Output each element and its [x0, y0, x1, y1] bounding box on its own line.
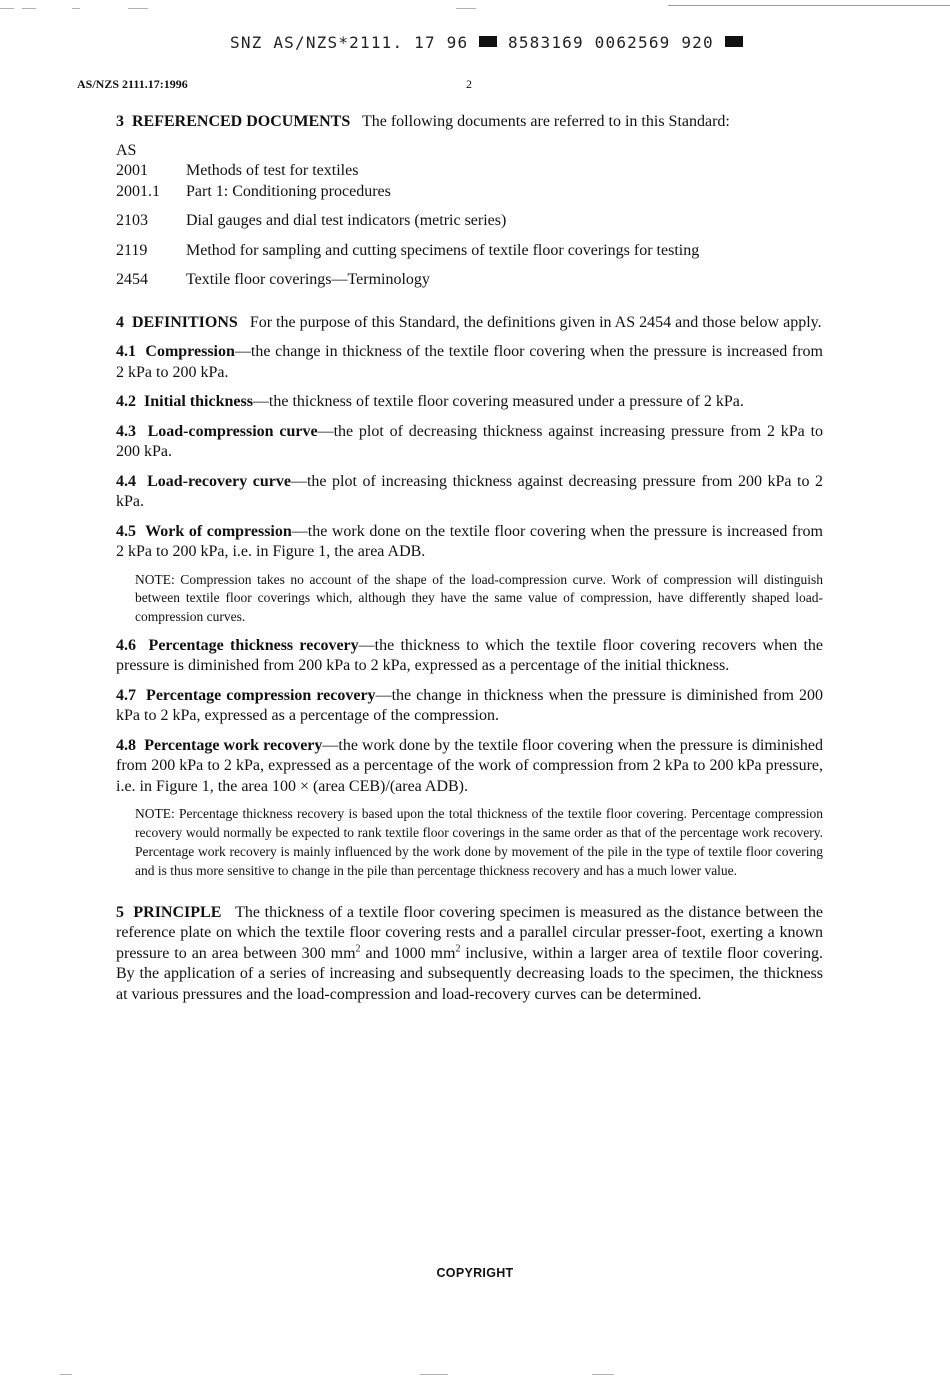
- section-3-number: 3: [116, 113, 124, 130]
- definition-4-2: [116, 392, 823, 413]
- section-5-text-a: The thickness of a textile floor covering specimen is measured as the distance between the reference plate on which the textile floor covering rests and a parallel circular presser-foot, exerting a known pressure to an area between 300 mm: [116, 903, 823, 962]
- document-header-code: [230, 33, 810, 52]
- reference-group-label: AS: [116, 141, 137, 159]
- definition-number: 4.6: [116, 636, 136, 654]
- definition-4-1: [116, 342, 823, 383]
- section-5-text-c: inclusive, within a larger area of textile floor covering. By the application of a series of increasing and subsequently decreasing loads to the specimen, the thickness at various pressures and the load-compression and load-recovery curves can be determined.: [116, 944, 824, 1003]
- section-4-intro: [116, 313, 823, 334]
- superscript: 2: [455, 943, 461, 955]
- reference-item: [116, 161, 823, 182]
- definition-number: 4.2: [116, 393, 136, 410]
- section-5-text-b: and 1000 mm: [360, 944, 456, 962]
- section-3-heading: REFERENCED DOCUMENTS: [132, 113, 351, 130]
- definition-term: Load-compression curve: [147, 422, 318, 440]
- reference-code: 2001: [116, 162, 148, 179]
- definition-text: —the plot of increasing thickness against decreasing pressure from 200 kPa to 2 kPa.: [116, 472, 823, 510]
- scan-artifact: [60, 1374, 72, 1375]
- reference-title: Methods of test for textiles: [186, 162, 359, 179]
- scan-artifact: [0, 8, 14, 9]
- section-5-number: 5: [116, 903, 124, 921]
- reference-item: [116, 270, 823, 291]
- definition-text: —the work done by the textile floor covering when the pressure is diminished from 200 kPa to 2 kPa, expressed as a percentage of the work of compression from 2 kPa to 200 kPa pressure, i.e. in Figure 1, the area 100 × (area CEB)/(area ADB).: [116, 736, 823, 795]
- reference-title: Method for sampling and cutting specimens of textile floor coverings for testing: [186, 241, 700, 259]
- definition-number: 4.3: [116, 422, 136, 440]
- copyright-footer: COPYRIGHT: [436, 1266, 514, 1280]
- scan-top-rule: [668, 5, 950, 6]
- definition-4-6: [116, 636, 823, 677]
- definition-text: —the change in thickness of the textile floor covering when the pressure is increased from 2 kPa to 200 kPa.: [116, 343, 824, 381]
- definition-number: 4.8: [116, 736, 136, 754]
- section-5-principle: [116, 903, 823, 1006]
- definition-4-3: [116, 422, 823, 463]
- definition-4-4: [116, 472, 823, 513]
- definition-number: 4.4: [116, 472, 136, 490]
- reference-code: 2119: [116, 241, 148, 259]
- definition-number: 4.7: [116, 686, 136, 704]
- definition-term: Work of compression: [145, 522, 292, 540]
- header-code-part1: SNZ AS/NZS*2111. 17 96: [230, 33, 469, 52]
- section-4-heading: DEFINITIONS: [132, 313, 238, 331]
- definition-number: 4.1: [116, 343, 136, 360]
- scan-artifact: [22, 8, 36, 9]
- scan-artifact: [456, 8, 476, 9]
- definition-text: —the thickness to which the textile floor covering recovers when the pressure is diminished from 200 kPa to 2 kPa, expressed as a percentage of the initial thickness.: [116, 636, 824, 675]
- scan-artifact: [420, 1374, 448, 1375]
- note-compression: NOTE: Compression takes no account of the shape of the load-compression curve. Work of compression will distinguish between textile floor coverings which, although they have the same value of compression, have differently shaped load-compression curves.: [135, 571, 823, 625]
- definition-term: Initial thickness: [144, 393, 253, 410]
- scan-artifact: [592, 1374, 614, 1375]
- barcode-block-icon: [725, 36, 743, 47]
- reference-title: Part 1: Conditioning procedures: [186, 182, 391, 200]
- scan-artifact: [72, 8, 80, 9]
- reference-item: [116, 182, 823, 203]
- definition-term: Compression: [145, 343, 235, 360]
- definition-4-5: [116, 522, 823, 563]
- reference-title: Dial gauges and dial test indicators (metric series): [186, 212, 507, 229]
- definition-term: Percentage work recovery: [144, 736, 323, 754]
- header-code-part2: 8583169 0062569 920: [508, 33, 714, 52]
- definition-number: 4.5: [116, 522, 136, 540]
- reference-title: Textile floor coverings—Terminology: [186, 271, 430, 288]
- definition-term: Percentage thickness recovery: [148, 636, 359, 654]
- definition-term: Load-recovery curve: [147, 472, 291, 490]
- definition-text: —the change in thickness when the pressure is diminished from 200 kPa to 2 kPa, expressed as a percentage of the compression.: [116, 686, 823, 725]
- section-5-heading: PRINCIPLE: [133, 903, 222, 921]
- barcode-block-icon: [479, 36, 497, 47]
- reference-list: [116, 141, 823, 291]
- section-3-intro: [116, 112, 823, 133]
- reference-item: [116, 211, 823, 232]
- note-recovery: NOTE: Percentage thickness recovery is based upon the total thickness of the textile floor covering. Percentage compression recovery would normally be expected to rank textile floor coverings in the same order as that of the percentage work recovery. Percentage work recovery is mainly influenced by the work done by movement of the pile in the type of textile floor covering and is thus more sensitive to change in the pile than percentage thickness recovery and has a much lower value.: [135, 806, 823, 878]
- definition-4-8: [116, 736, 823, 798]
- reference-code: 2454: [116, 271, 148, 288]
- definition-text: —the plot of decreasing thickness against increasing pressure from 2 kPa to 200 kPa.: [116, 422, 824, 460]
- definition-text: —the work done on the textile floor covering when the pressure is increased from 2 kPa to 200 kPa, i.e. in Figure 1, the area ADB.: [116, 522, 823, 560]
- document-id: AS/NZS 2111.17:1996: [77, 77, 188, 91]
- definition-term: Percentage compression recovery: [146, 686, 376, 704]
- section-4-text: For the purpose of this Standard, the definitions given in AS 2454 and those below apply.: [249, 313, 822, 331]
- definition-text: —the thickness of textile floor covering measured under a pressure of 2 kPa.: [252, 393, 744, 410]
- reference-code: 2103: [116, 212, 148, 229]
- definition-4-7: [116, 686, 823, 727]
- scan-artifact: [128, 8, 148, 9]
- reference-code: 2001.1: [116, 182, 160, 200]
- superscript: 2: [355, 943, 361, 955]
- page-number: 2: [466, 77, 472, 91]
- reference-item: [116, 241, 823, 262]
- document-body: [116, 112, 823, 1005]
- section-3-text: The following documents are referred to in this Standard:: [361, 113, 730, 130]
- section-4-number: 4: [116, 313, 124, 331]
